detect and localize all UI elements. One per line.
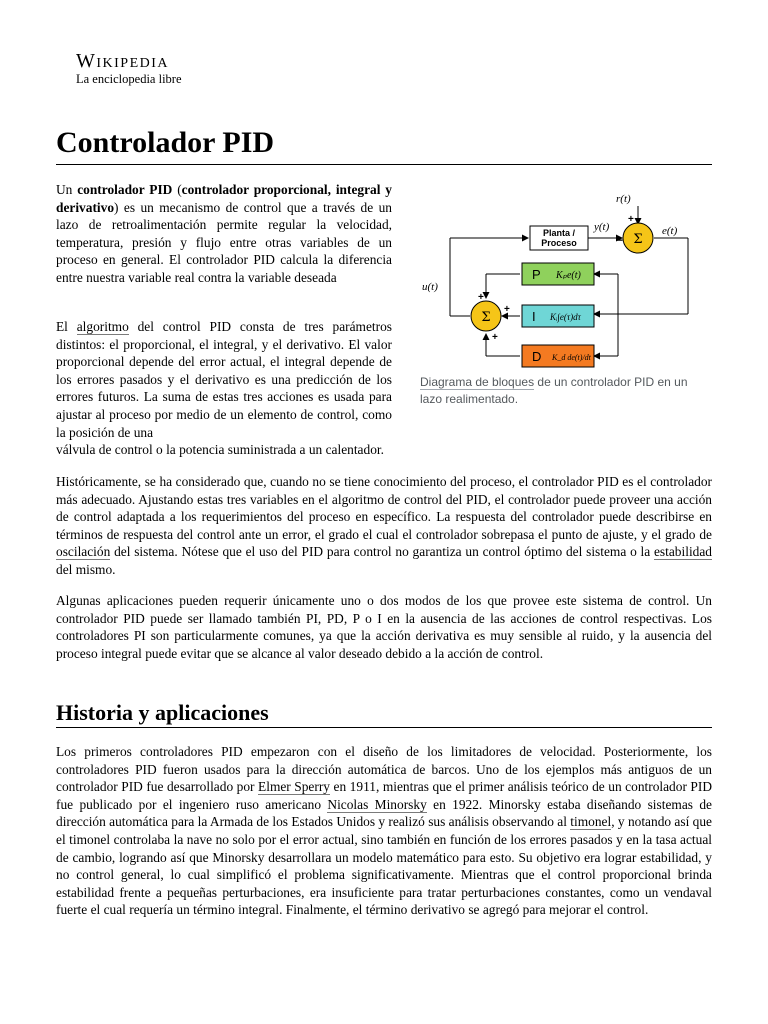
intro-term-full: controlador proporcional, integral y derivativo [56, 182, 392, 215]
intro-term-pid: controlador PID [77, 182, 173, 197]
logo-tagline: La enciclopedia libre [76, 72, 182, 86]
i-formula: Kᵢ∫e(τ)dτ [550, 312, 581, 322]
p-letter: P [532, 267, 541, 282]
history-intro-paragraph [56, 473, 712, 579]
section-divider [56, 727, 712, 728]
wikipedia-logo[interactable] [76, 50, 182, 86]
link-algoritmo[interactable]: algoritmo [76, 319, 129, 334]
para-text: Históricamente, se ha considerado que, cuando no se tiene conocimiento del proceso, el controlador PID es el controlador más adecuado. Ajustando estas tres variables en el algoritmo de control del PID, el controlador puede proveer una acción de control adaptada a los requerimientos del proceso en específico. La respuesta del controlador puede describirse en términos de respuesta del control ante un error, el grado el cual el controlador sobrepasa el punto de ajuste, y el grado de [56, 474, 712, 542]
logo-wordmark: Wikipedia [76, 50, 170, 72]
intro-text: ( [172, 182, 182, 197]
sum2-symbol: Σ [481, 310, 491, 325]
para-text: Algunas aplicaciones pueden requerir únicamente uno o dos modos de los que provee este sistema de control. Un controlador PID puede ser llamado también PI, PD, P o I en la ausencia de las acciones de control respectivas. Los controladores PI son particularmente comunes, ya que la acción derivativa es muy sensible al ruido, y la ausencia del proceso integral puede evitar que se alcance al valor deseado debido a la acción de control. [56, 593, 712, 661]
diagram-svg [416, 186, 712, 372]
intro-text: Un [56, 182, 78, 197]
page-title: Controlador PID [56, 126, 275, 159]
para-text: del mismo. [56, 561, 116, 577]
label-r: r(t) [616, 193, 631, 205]
para-text: del sistema. Nótese que el uso del PID para control no garantiza un control óptimo del sistema o la [110, 544, 654, 560]
sign-plus-r: + [628, 214, 634, 225]
sign-plus-d: + [492, 332, 498, 343]
plant-label-1: Planta / [542, 228, 576, 238]
applications-paragraph [56, 592, 712, 662]
i-letter: I [532, 309, 536, 324]
sign-plus-p: + [478, 292, 484, 303]
para-text: en 1922. Minorsky estaba diseñando sistemas de dirección automática para la Armada de los Estados Unidos y realizó sus análisis observando al [56, 796, 712, 830]
algorithm-paragraph [56, 318, 392, 459]
figure-caption [420, 374, 712, 407]
sign-plus-i: + [504, 304, 510, 315]
para-text: El [56, 319, 77, 334]
section-heading-historia: Historia y aplicaciones [56, 700, 269, 725]
link-nicolas-minorsky[interactable]: Nicolas Minorsky [327, 796, 427, 812]
label-e: e(t) [662, 225, 678, 237]
link-elmer-sperry[interactable]: Elmer Sperry [258, 779, 330, 795]
link-diagrama-de-bloques[interactable]: Diagrama de bloques [420, 375, 535, 389]
sign-minus-y: − [616, 233, 624, 247]
label-u: u(t) [422, 281, 438, 293]
link-oscilacion[interactable]: oscilación [56, 544, 111, 560]
link-estabilidad[interactable]: estabilidad [653, 544, 712, 560]
p-formula: Kₚe(t) [556, 270, 581, 281]
label-y: y(t) [594, 221, 610, 233]
intro-paragraph [56, 181, 392, 287]
link-timonel[interactable]: timonel [570, 814, 612, 830]
para-text: Los primeros controladores PID empezaron con el diseño de los limitadores de velocidad. Posteriormente, los controladores PID fueron usados para la dirección automática de barcos. Uno de los ejemplos más antiguos de un controlador PID fue desarrollado por [56, 744, 712, 795]
para-text: del control PID consta de tres parámetros distintos: el proporcional, el integral, y el derivativo. El valor proporcional depende del error actual, el integral depende de los errores pasados y el derivativo es una predicción de los errores futuros. La suma de estas tres acciones es usada para ajustar al proceso por medio de un elemento de control, como la posición de una [56, 319, 393, 440]
title-divider [56, 164, 712, 165]
para-last-line: válvula de control o la potencia suministrada a un calentador. [56, 442, 384, 458]
sum1-symbol: Σ [633, 232, 643, 247]
caption-text: de un controlador PID en un lazo realimentado. [420, 375, 688, 406]
para-text: , y notando así que el timonel controlaba la nave no solo por el error actual, sino también en función de los errores pasados y en la tasa actual de cambio, logrando así que Minorsky desarrollara un modelo matemático para esto. Su objetivo era lograr estabilidad, y no control general, lo cual simplificó el problema significativamente. Mientras que el control proporcional brinda estabilidad frente a pequeñas perturbaciones, era insuficiente para tratar perturbaciones constantes, como un vendaval fuerte el cual requería un término integral. Finalmente, el término derivativo se agregó para mejorar el control. [56, 814, 712, 918]
para-text: en 1911, mientras que el primer análisis teórico de un controlador PID fue publicado por el ingeniero ruso americano [56, 779, 713, 812]
plant-label-2: Proceso [541, 238, 577, 248]
d-letter: D [532, 349, 542, 364]
intro-text: ) es un mecanismo de control que a través de un lazo de retroalimentación permite regular la velocidad, temperatura, presión y flujo entre otras variables de un proceso en general. El controlador PID calcula la diferencia entre nuestra variable real contra la variable deseada [56, 199, 392, 285]
pid-block-diagram[interactable] [416, 186, 712, 372]
d-formula: K_d de(t)/dt [552, 353, 591, 362]
history-paragraph [56, 743, 712, 919]
